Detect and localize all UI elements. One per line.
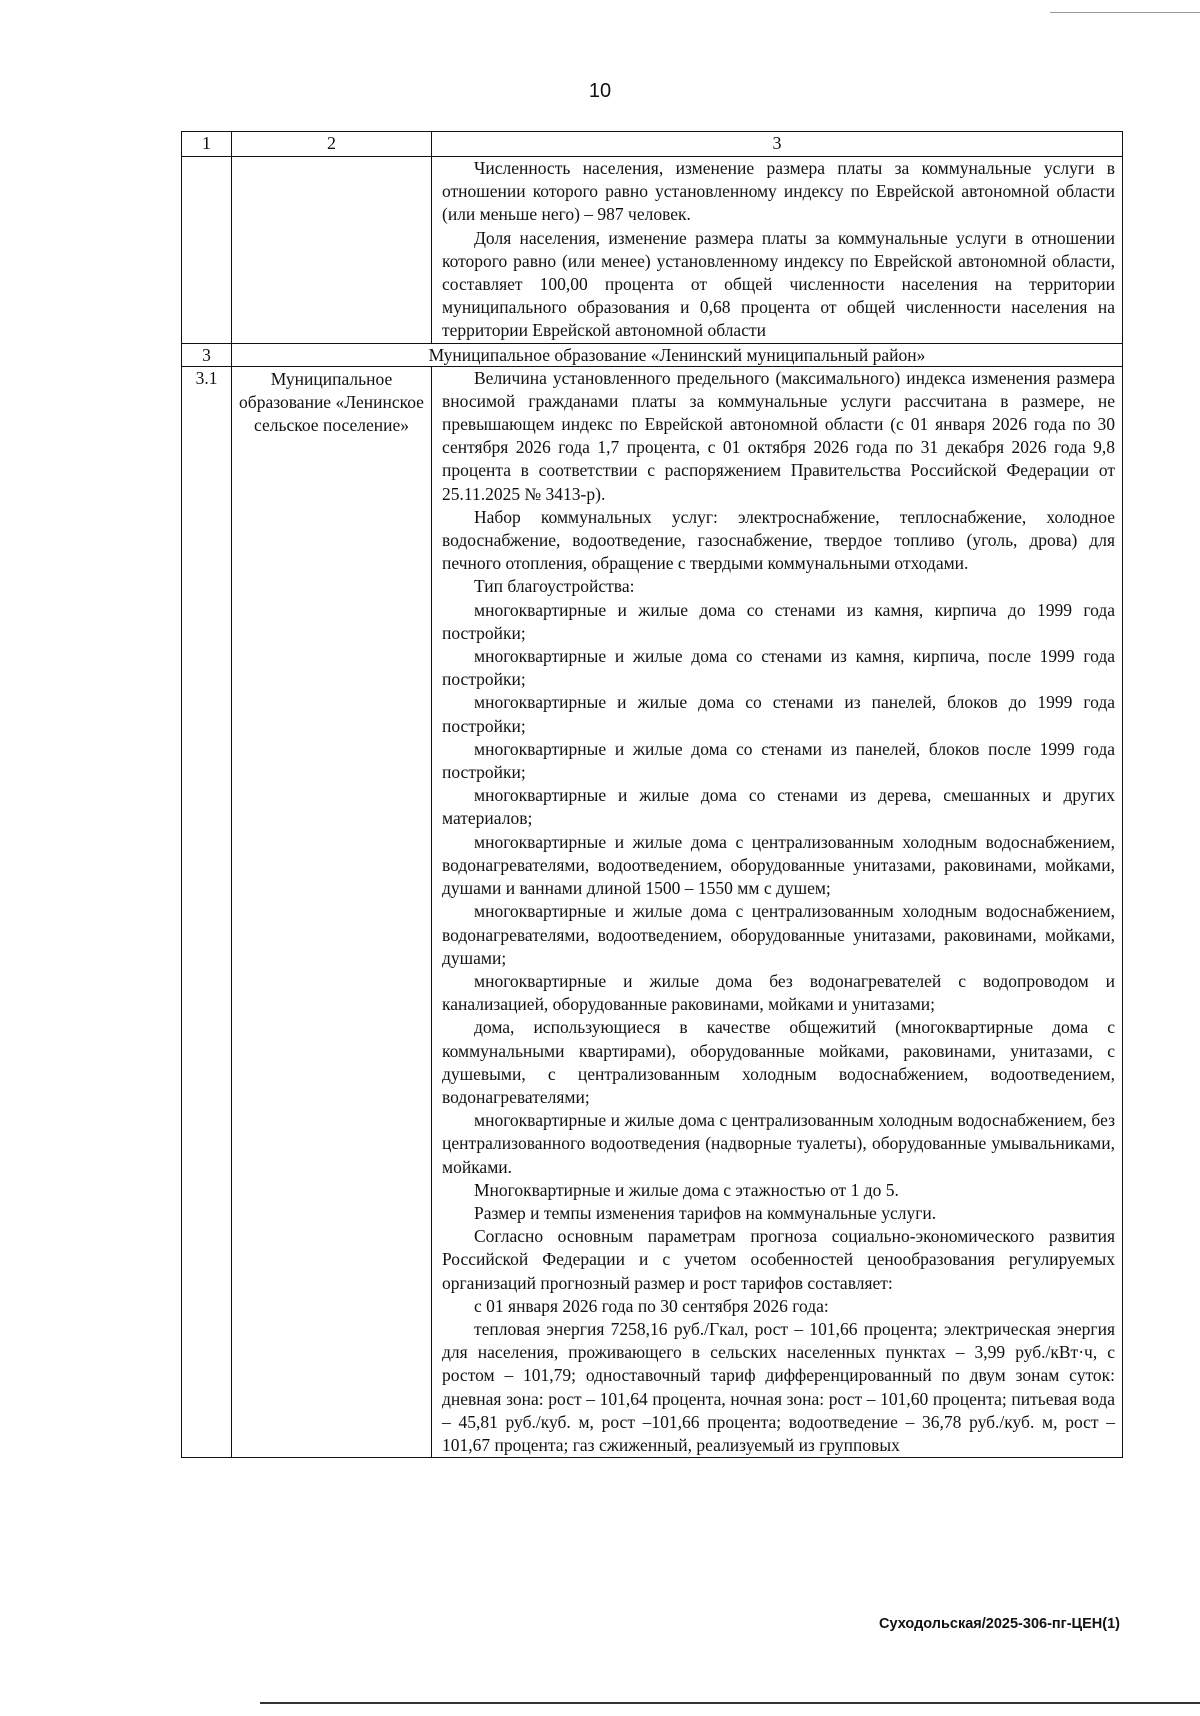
index-paragraph: Величина установленного предельного (максимального) индекса изменения размера вносимой гражданами платы за коммунальные услуги рассчитана в размере, не превышающем индекс по Еврейской автономной области (с 01 января 2026 года по 30 сентября 2026 года 1,7 процента, с 01 октября 2026 года по 31 декабря 2026 года 9,8 процента в соответствии с распоряжением Правительства Российской Федерации от 25.11.2025 № 3413-р). <box>442 367 1115 504</box>
services-paragraph: Набор коммунальных услуг: электроснабжение, теплоснабжение, холодное водоснабжение, водоотведение, газоснабжение, твердое топливо (уголь, дрова) для печного отопления, обращение с твердыми коммунальными отходами. <box>442 506 1115 574</box>
header-col-3: 3 <box>432 132 1123 157</box>
table-row-population <box>182 157 1123 344</box>
housing-type-item: многоквартирные и жилые дома с централизованным холодным водоснабжением, без централизованного водоотведения (надворные туалеты), оборудованные умывальниками, мойками. <box>442 1110 1115 1177</box>
table-row-3-1 <box>182 366 1123 1458</box>
housing-type-item: многоквартирные и жилые дома без водонагревателей с водопроводом и канализацией, оборудованные раковинами, мойками и унитазами; <box>442 970 1115 1015</box>
section-title: Муниципальное образование «Ленинский муниципальный район» <box>232 343 1123 366</box>
section-row <box>182 343 1123 366</box>
forecast-paragraph: Согласно основным параметрам прогноза социально-экономического развития Российской Федерации и с учетом особенностей ценообразования регулируемых организаций прогнозный размер и рост тарифов составляет: <box>442 1226 1115 1293</box>
tariff-values-paragraph: тепловая энергия 7258,16 руб./Гкал, рост – 101,66 процента; электрическая энергия для населения, проживающего в сельских населенных пунктах – 3,99 руб./кВт·ч, с ростом – 101,79; одноставочный тариф дифференцированный по двум зонам суток: дневная зона: рост – 101,64 процента, ночная зона: рост – 101,60 процента; питьевая вода – 45,81 руб./куб. м, рост –101,66 процента; водоотведение – 36,78 руб./куб. м, рост – 101,67 процента; газ сжиженный, реализуемый из групповых <box>442 1318 1115 1455</box>
floors-paragraph: Многоквартирные и жилые дома с этажностью от 1 до 5. <box>474 1179 899 1200</box>
housing-type-item: многоквартирные и жилые дома со стенами из панелей, блоков после 1999 года постройки; <box>442 738 1115 783</box>
housing-type-item: многоквартирные и жилые дома со стенами из панелей, блоков до 1999 года постройки; <box>442 692 1115 736</box>
table-header-row <box>182 132 1123 157</box>
scan-edge-line-bottom <box>260 1702 1200 1704</box>
row-number-empty <box>182 157 232 344</box>
housing-type-item: дома, использующиеся в качестве общежитий (многоквартирные дома с коммунальными квартирами), оборудованные мойками, раковинами, унитазами, с душевыми, с централизованным холодным водоснабжением, водоотведением, водонагревателями; <box>442 1017 1115 1107</box>
population-count-paragraph: Численность населения, изменение размера платы за коммунальные услуги в отношении которого равно установленному индексу по Еврейской автономной области (или меньше него) – 987 человек. <box>442 158 1115 225</box>
housing-type-label: Тип благоустройства: <box>474 576 635 597</box>
housing-type-item: многоквартирные и жилые дома с централизованным холодным водоснабжением, водонагревателями, водоотведением, оборудованные унитазами, раковинами, мойками, душами и ваннами длиной 1500 – 1550 мм с душем; <box>442 831 1115 899</box>
housing-type-item: многоквартирные и жилые дома со стенами из камня, кирпича, после 1999 года постройки; <box>442 646 1115 690</box>
housing-type-item: многоквартирные и жилые дома со стенами из камня, кирпича до 1999 года постройки; <box>442 599 1115 643</box>
header-col-1: 1 <box>182 132 232 157</box>
population-share-paragraph: Доля населения, изменение размера платы за коммунальные услуги в отношении которого равно (или менее) установленному индексу по Еврейской автономной области, составляет 100,00 процента от общей численности населения на территории муниципального образования и 0,68 процента от общей численности населения на территории Еврейской автономной области <box>442 227 1115 341</box>
row-content <box>432 157 1123 344</box>
page-number: 10 <box>588 80 612 102</box>
municipality-name: Муниципальное образование «Ленинское сельское поселение» <box>232 366 432 1458</box>
header-col-2: 2 <box>232 132 432 157</box>
row-number: 3.1 <box>182 366 232 1458</box>
tariffs-title-paragraph: Размер и темпы изменения тарифов на коммунальные услуги. <box>474 1202 937 1223</box>
document-code: Суходольская/2025-306-пг-ЦЕН(1) <box>879 1616 1120 1632</box>
housing-type-item: многоквартирные и жилые дома с централизованным холодным водоснабжением, водонагревателями, водоотведением, оборудованные унитазами, раковинами, мойками, душами; <box>442 901 1115 968</box>
document-table <box>181 131 1123 1458</box>
row-content <box>432 366 1123 1458</box>
period-paragraph: с 01 января 2026 года по 30 сентября 2026 года: <box>474 1295 829 1316</box>
section-number: 3 <box>182 343 232 366</box>
scan-edge-line-top <box>1050 12 1200 13</box>
row-name-empty <box>232 157 432 344</box>
housing-type-item: многоквартирные и жилые дома со стенами из дерева, смешанных и других материалов; <box>442 785 1115 829</box>
